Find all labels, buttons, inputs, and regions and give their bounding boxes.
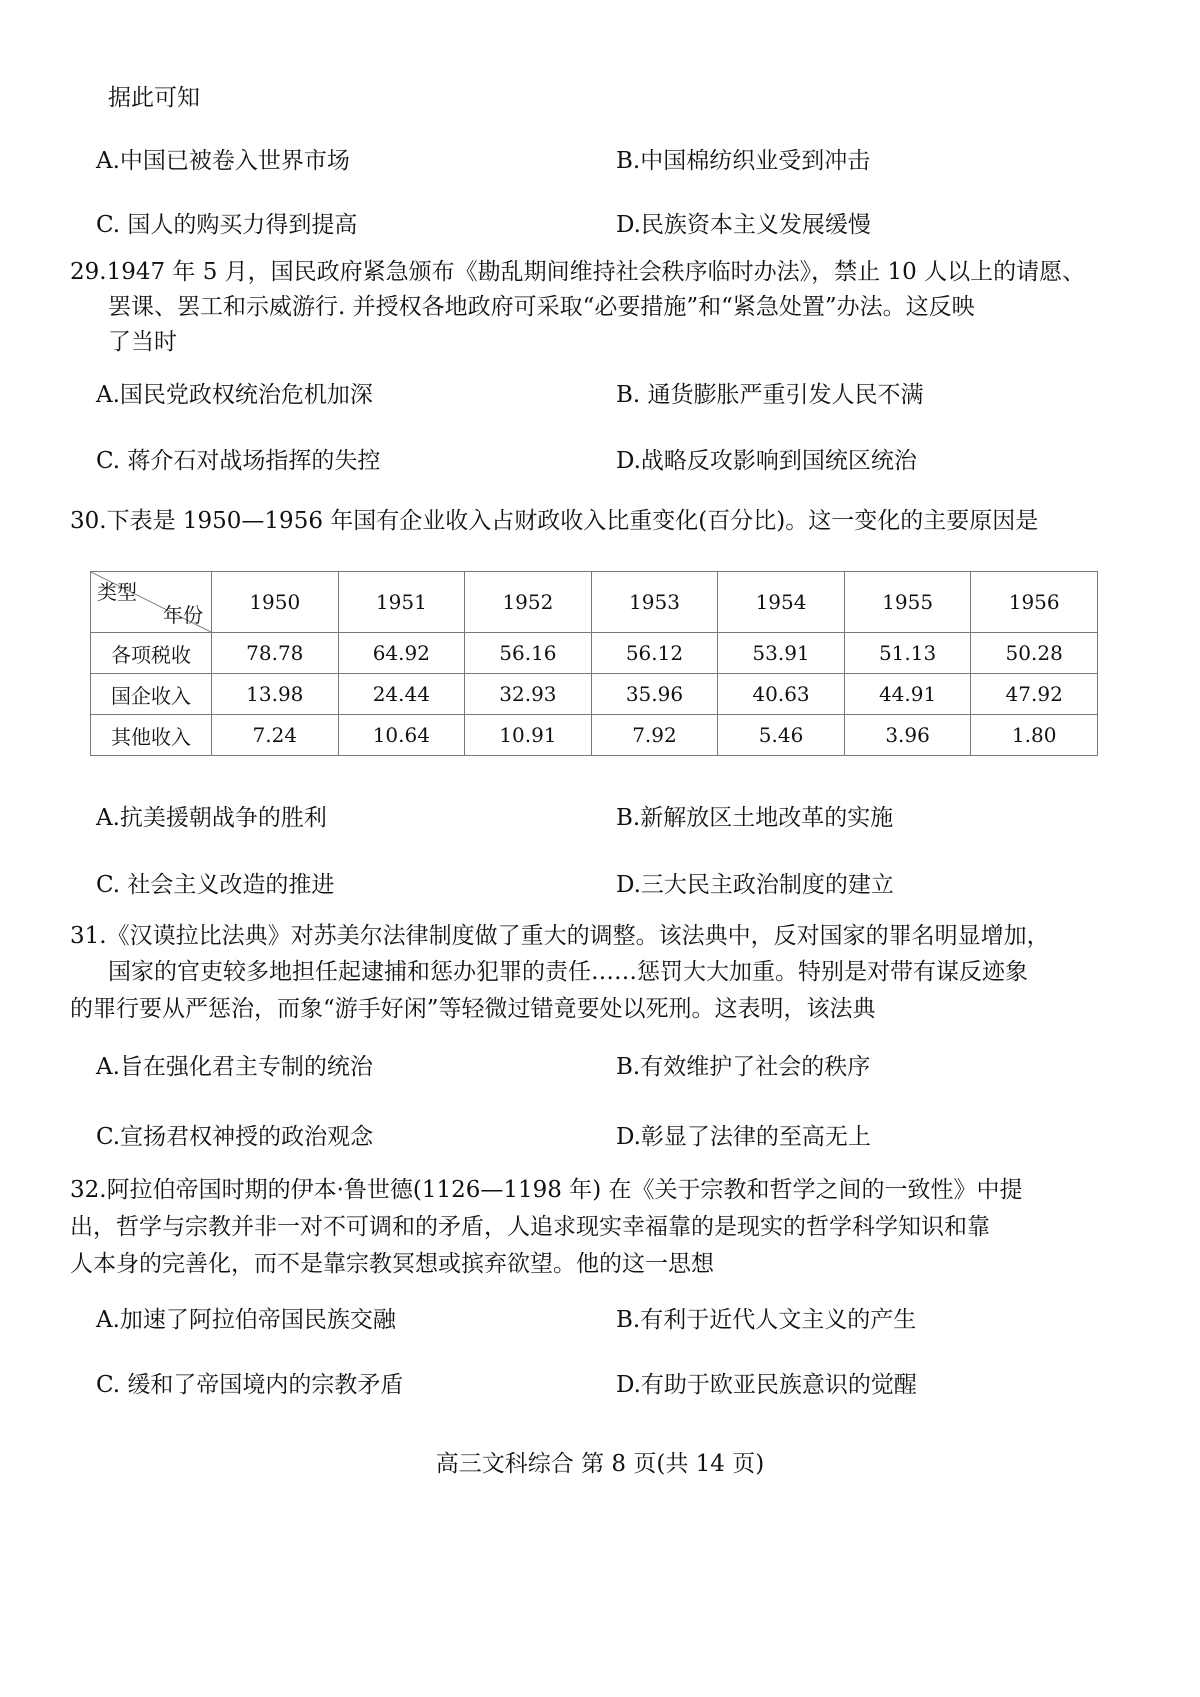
q29-stem-line-1: 29.1947 年 5 月，国民政府紧急颁布《勘乱期间维持社会秩序临时办法》，禁止 10 人以上的请愿、 (70, 259, 1086, 285)
q28-option-d: D.民族资本主义发展缓慢 (616, 212, 871, 238)
q29-option-a: A.国民党政权统治危机加深 (96, 382, 373, 408)
row-label: 国企收入 (91, 674, 212, 715)
q31-stem-line-1: 31.《汉谟拉比法典》对苏美尔法律制度做了重大的调整。该法典中，反对国家的罪名明显增加， (70, 923, 1050, 949)
table-cell: 53.91 (718, 633, 845, 674)
page-footer: 高三文科综合 第 8 页(共 14 页) (435, 1451, 765, 1477)
table-cell: 24.44 (338, 674, 465, 715)
q31-option-b: B.有效维护了社会的秩序 (616, 1054, 871, 1080)
row-label: 各项税收 (91, 633, 212, 674)
revenue-table (90, 571, 1098, 756)
q29-stem-line-3: 了当时 (108, 329, 177, 355)
corner-label-year: 年份 (163, 603, 203, 627)
year-header: 1954 (718, 572, 845, 633)
q29-option-b: B. 通货膨胀严重引发人民不满 (616, 382, 924, 408)
q31-stem-line-2: 国家的官吏较多地担任起逮捕和惩办犯罪的责任……惩罚大大加重。特别是对带有谋反迹象 (108, 959, 1028, 985)
q30-option-d: D.三大民主政治制度的建立 (616, 872, 894, 898)
row-label: 其他收入 (91, 715, 212, 756)
q32-stem-line-3: 人本身的完善化，而不是靠宗教冥想或摈弃欲望。他的这一思想 (70, 1251, 714, 1277)
q30-option-a: A.抗美援朝战争的胜利 (96, 805, 327, 831)
table-cell: 3.96 (844, 715, 971, 756)
q28-option-c: C. 国人的购买力得到提高 (96, 212, 358, 238)
year-header: 1953 (591, 572, 718, 633)
year-header: 1956 (971, 572, 1098, 633)
q32-stem-line-2: 出，哲学与宗教并非一对不可调和的矛盾，人追求现实幸福靠的是现实的哲学科学知识和靠 (70, 1214, 990, 1240)
table-cell: 78.78 (212, 633, 339, 674)
q28-option-a: A.中国已被卷入世界市场 (96, 148, 350, 174)
q31-stem-line-3: 的罪行要从严惩治，而象“游手好闲”等轻微过错竟要处以死刑。这表明，该法典 (70, 996, 876, 1022)
table-corner-cell (91, 572, 212, 633)
table-cell: 32.93 (465, 674, 592, 715)
q31-option-c: C.宣扬君权神授的政治观念 (96, 1124, 374, 1150)
table-cell: 10.64 (338, 715, 465, 756)
q32-option-b: B.有利于近代人文主义的产生 (616, 1307, 917, 1333)
table-row (91, 715, 1098, 756)
table-cell: 7.92 (591, 715, 718, 756)
table-cell: 7.24 (212, 715, 339, 756)
table-header-row (91, 572, 1098, 633)
q30-option-b: B.新解放区土地改革的实施 (616, 805, 894, 831)
q29-option-d: D.战略反攻影响到国统区统治 (616, 448, 917, 474)
table-cell: 35.96 (591, 674, 718, 715)
q32-stem-line-1: 32.阿拉伯帝国时期的伊本·鲁世德(1126—1198 年) 在《关于宗教和哲学之间的一致性》中提 (70, 1177, 1023, 1203)
q30-stem: 30.下表是 1950—1956 年国有企业收入占财政收入比重变化(百分比)。这一变化的主要原因是 (70, 508, 1039, 534)
table-cell: 5.46 (718, 715, 845, 756)
table-row (91, 633, 1098, 674)
year-header: 1950 (212, 572, 339, 633)
table-cell: 51.13 (844, 633, 971, 674)
year-header: 1952 (465, 572, 592, 633)
q28-option-b: B.中国棉纺织业受到冲击 (616, 148, 871, 174)
q29-option-c: C. 蒋介石对战场指挥的失控 (96, 448, 381, 474)
table-cell: 64.92 (338, 633, 465, 674)
q31-option-a: A.旨在强化君主专制的统治 (96, 1054, 373, 1080)
q29-stem-line-2: 罢课、罢工和示威游行. 并授权各地政府可采取“必要措施”和“紧急处置”办法。这反映 (108, 294, 975, 320)
corner-label-type: 类型 (97, 580, 137, 604)
table-cell: 56.16 (465, 633, 592, 674)
year-header: 1955 (844, 572, 971, 633)
table-row (91, 674, 1098, 715)
q32-option-d: D.有助于欧亚民族意识的觉醒 (616, 1372, 917, 1398)
q31-option-d: D.彰显了法律的至高无上 (616, 1124, 871, 1150)
q30-option-c: C. 社会主义改造的推进 (96, 872, 335, 898)
table-cell: 10.91 (465, 715, 592, 756)
q32-option-a: A.加速了阿拉伯帝国民族交融 (96, 1307, 396, 1333)
q32-option-c: C. 缓和了帝国境内的宗教矛盾 (96, 1372, 404, 1398)
table-cell: 1.80 (971, 715, 1098, 756)
table-cell: 50.28 (971, 633, 1098, 674)
table-cell: 56.12 (591, 633, 718, 674)
table-cell: 44.91 (844, 674, 971, 715)
table-cell: 13.98 (212, 674, 339, 715)
year-header: 1951 (338, 572, 465, 633)
q28-tail: 据此可知 (108, 85, 200, 111)
table-cell: 47.92 (971, 674, 1098, 715)
table-cell: 40.63 (718, 674, 845, 715)
